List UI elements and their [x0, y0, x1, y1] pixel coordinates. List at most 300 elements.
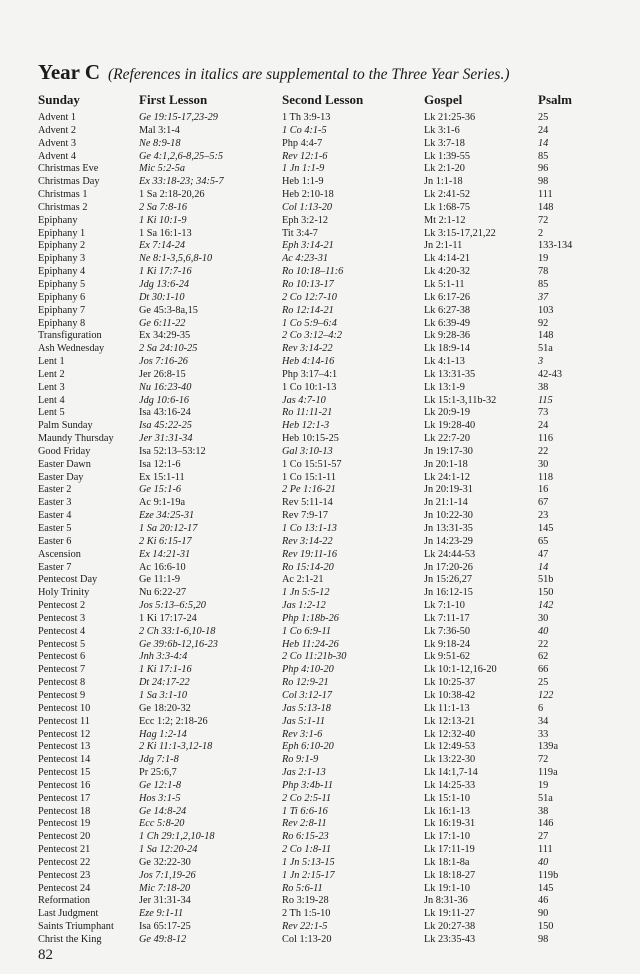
sunday-cell: Reformation	[38, 895, 91, 907]
table-row	[38, 305, 598, 318]
psalm-cell: 65	[538, 535, 549, 547]
first-lesson-cell: 2 Sa 7:8-16	[139, 201, 188, 213]
table-row	[38, 883, 598, 896]
first-lesson-cell: Ecc 1:2; 2:18-26	[139, 715, 208, 727]
sunday-cell: Pentecost 19	[38, 818, 91, 830]
first-lesson-cell: Ge 32:22-30	[139, 856, 191, 868]
sunday-cell: Pentecost 24	[38, 882, 91, 894]
psalm-cell: 22	[538, 445, 549, 457]
gospel-cell: Lk 9:51-62	[424, 651, 471, 663]
first-lesson-cell: 2 Ki 11:1-3,12-18	[139, 741, 213, 753]
first-lesson-cell: 1 Ki 10:1-9	[139, 214, 187, 226]
psalm-cell: 40	[538, 625, 549, 637]
first-lesson-cell: 2 Ki 6:15-17	[139, 535, 192, 547]
gospel-cell: Lk 16:19-31	[424, 818, 476, 830]
psalm-cell: 119b	[538, 869, 559, 881]
gospel-cell: Lk 16:1-13	[424, 805, 471, 817]
table-row	[38, 574, 598, 587]
second-lesson-cell: Eph 6:10-20	[282, 741, 334, 753]
sunday-cell: Pentecost Day	[38, 574, 98, 586]
second-lesson-cell: 2 Co 12:7-10	[282, 291, 337, 303]
second-lesson-cell: Heb 12:1-3	[282, 420, 330, 432]
first-lesson-cell: Ex 34:29-35	[139, 330, 191, 342]
table-row	[38, 510, 598, 523]
second-lesson-cell: 1 Co 15:1-11	[282, 471, 336, 483]
psalm-cell: 24	[538, 420, 549, 432]
sunday-cell: Christmas Day	[38, 176, 100, 188]
gospel-cell: Lk 10:1-12,16-20	[424, 664, 497, 676]
psalm-cell: 103	[538, 304, 554, 316]
second-lesson-cell: Rev 22:1-5	[282, 921, 328, 933]
gospel-cell: Lk 6:39-49	[424, 317, 471, 329]
first-lesson-cell: 1 Sa 3:1-10	[139, 689, 188, 701]
sunday-cell: Christmas 1	[38, 189, 88, 201]
second-lesson-cell: Heb 2:10-18	[282, 189, 334, 201]
sunday-cell: Last Judgment	[38, 908, 99, 920]
second-lesson-cell: 1 Co 10:1-13	[282, 381, 337, 393]
first-lesson-cell: Jos 5:13–6:5,20	[139, 600, 206, 612]
table-row	[38, 767, 598, 780]
gospel-cell: Lk 9:28-36	[424, 330, 471, 342]
column-header-second-lesson: Second Lesson	[282, 92, 364, 107]
table-row	[38, 318, 598, 331]
table-row	[38, 497, 598, 510]
second-lesson-cell: 1 Jn 1:1-9	[282, 163, 325, 175]
table-row	[38, 433, 598, 446]
sunday-cell: Pentecost 9	[38, 689, 86, 701]
psalm-cell: 118	[538, 471, 554, 483]
title-year: Year C	[38, 60, 101, 84]
sunday-cell: Easter 7	[38, 561, 72, 573]
sunday-cell: Epiphany 5	[38, 278, 86, 290]
lectionary-table	[38, 92, 598, 947]
psalm-cell: 19	[538, 253, 549, 265]
gospel-cell: Lk 1:68-75	[424, 201, 471, 213]
table-row	[38, 780, 598, 793]
second-lesson-cell: Ro 11:11-21	[282, 407, 333, 419]
gospel-cell: Lk 4:14-21	[424, 253, 471, 265]
sunday-cell: Lent 3	[38, 381, 65, 393]
second-lesson-cell: Rev 7:9-17	[282, 510, 329, 522]
table-row	[38, 472, 598, 485]
psalm-cell: 85	[538, 150, 549, 162]
psalm-cell: 145	[538, 882, 554, 894]
first-lesson-cell: Ge 11:1-9	[139, 574, 181, 586]
sunday-cell: Transfiguration	[38, 330, 102, 342]
column-header-gospel: Gospel	[424, 92, 463, 107]
second-lesson-cell: Ac 4:23-31	[282, 253, 329, 265]
sunday-cell: Epiphany 8	[38, 317, 86, 329]
gospel-cell: Lk 24:1-12	[424, 471, 471, 483]
first-lesson-cell: Ge 45:3-8a,15	[139, 304, 198, 316]
gospel-cell: Lk 13:31-35	[424, 368, 476, 380]
gospel-cell: Jn 20:1-18	[424, 458, 468, 470]
second-lesson-cell: Ro 3:19-28	[282, 895, 329, 907]
psalm-cell: 148	[538, 201, 554, 213]
gospel-cell: Jn 13:31-35	[424, 523, 473, 534]
gospel-cell: Lk 4:20-32	[424, 266, 471, 278]
second-lesson-cell: Col 1:13-20	[282, 201, 333, 213]
table-row	[38, 895, 598, 908]
gospel-cell: Lk 17:1-10	[424, 831, 471, 843]
sunday-cell: Easter Day	[38, 471, 84, 483]
sunday-cell: Good Friday	[38, 445, 91, 457]
first-lesson-cell: Jer 26:8-15	[139, 368, 186, 380]
first-lesson-cell: Jnh 3:3-4:4	[139, 651, 188, 663]
gospel-cell: Lk 17:11-19	[424, 844, 475, 856]
first-lesson-cell: Ge 6:11-22	[139, 317, 186, 329]
gospel-cell: Lk 22:7-20	[424, 433, 471, 445]
second-lesson-cell: Rev 3:14-22	[282, 343, 333, 355]
psalm-cell: 85	[538, 278, 549, 290]
table-row	[38, 741, 598, 754]
table-row	[38, 407, 598, 420]
gospel-cell: Lk 7:11-17	[424, 612, 470, 624]
second-lesson-cell: Eph 3:2-12	[282, 214, 329, 226]
psalm-cell: 139a	[538, 741, 559, 753]
psalm-cell: 51a	[538, 792, 553, 804]
sunday-cell: Easter 3	[38, 497, 72, 509]
sunday-cell: Advent 4	[38, 150, 77, 162]
second-lesson-cell: 1 Co 15:51-57	[282, 458, 342, 470]
second-lesson-cell: Jas 1:2-12	[282, 600, 326, 612]
gospel-cell: Lk 12:13-21	[424, 715, 476, 727]
first-lesson-cell: 1 Ki 17:1-16	[139, 664, 192, 676]
first-lesson-cell: 1 Sa 2:18-20,26	[139, 189, 205, 201]
psalm-cell: 62	[538, 651, 549, 663]
psalm-cell: 78	[538, 266, 549, 278]
gospel-cell: Jn 21:1-14	[424, 497, 468, 509]
psalm-cell: 51b	[538, 574, 554, 586]
table-row	[38, 921, 598, 934]
psalm-cell: 46	[538, 895, 549, 907]
column-header-psalm: Psalm	[538, 92, 572, 107]
gospel-cell: Mt 2:1-12	[424, 214, 466, 226]
psalm-cell: 98	[538, 934, 549, 945]
psalm-cell: 30	[538, 612, 549, 624]
gospel-cell: Lk 14:1,7-14	[424, 767, 478, 779]
first-lesson-cell: Jer 31:31-34	[139, 895, 191, 907]
first-lesson-cell: Ge 4:1,2,6-8,25–5:5	[139, 150, 224, 162]
first-lesson-cell: Mic 7:18-20	[139, 882, 191, 894]
first-lesson-cell: Isa 65:17-25	[139, 921, 191, 933]
gospel-cell: Lk 21:25-36	[424, 112, 476, 123]
first-lesson-cell: 2 Ch 33:1-6,10-18	[139, 625, 216, 637]
first-lesson-cell: Ex 14:21-31	[139, 548, 191, 560]
gospel-cell: Lk 19:28-40	[424, 420, 476, 432]
psalm-cell: 37	[538, 291, 549, 303]
second-lesson-cell: 1 Co 4:1-5	[282, 124, 327, 136]
gospel-cell: Jn 8:31-36	[424, 895, 468, 907]
first-lesson-cell: Mal 3:1-4	[139, 124, 180, 136]
sunday-cell: Christ the King	[38, 934, 102, 945]
second-lesson-cell: Php 3:4b-11	[282, 779, 333, 791]
first-lesson-cell: Ge 19:15-17,23-29	[139, 112, 218, 123]
second-lesson-cell: Ro 12:9-21	[282, 677, 329, 689]
table-row	[38, 613, 598, 626]
table-body	[38, 112, 598, 947]
gospel-cell: Lk 3:7-18	[424, 137, 465, 149]
first-lesson-cell: Jos 7:16-26	[139, 356, 188, 368]
sunday-cell: Pentecost 18	[38, 805, 91, 817]
second-lesson-cell: Rev 19:11-16	[282, 548, 337, 560]
first-lesson-cell: Eze 34:25-31	[139, 510, 195, 522]
second-lesson-cell: 2 Co 1:8-11	[282, 844, 332, 856]
psalm-cell: 66	[538, 664, 549, 676]
gospel-cell: Lk 3:1-6	[424, 124, 460, 136]
gospel-cell: Jn 10:22-30	[424, 510, 473, 522]
psalm-cell: 142	[538, 600, 554, 612]
psalm-cell: 16	[538, 484, 549, 496]
psalm-cell: 148	[538, 330, 554, 342]
gospel-cell: Lk 7:1-10	[424, 600, 465, 612]
first-lesson-cell: 1 Sa 16:1-13	[139, 227, 192, 239]
second-lesson-cell: 1 Co 5:9–6:4	[282, 317, 337, 329]
gospel-cell: Lk 2:41-52	[424, 189, 471, 201]
second-lesson-cell: 2 Co 3:12–4:2	[282, 330, 343, 342]
psalm-cell: 30	[538, 458, 549, 470]
first-lesson-cell: Isa 52:13–53:12	[139, 445, 206, 457]
first-lesson-cell: Ac 9:1-19a	[139, 497, 186, 509]
gospel-cell: Lk 5:1-11	[424, 278, 465, 290]
sunday-cell: Lent 4	[38, 394, 65, 406]
first-lesson-cell: Jer 31:31-34	[139, 433, 193, 445]
first-lesson-cell: 1 Ch 29:1,2,10-18	[139, 831, 215, 843]
psalm-cell: 14	[538, 561, 549, 573]
first-lesson-cell: Jos 7:1,19-26	[139, 869, 196, 881]
second-lesson-cell: 1 Jn 2:15-17	[282, 869, 335, 881]
psalm-cell: 98	[538, 176, 549, 188]
second-lesson-cell: 2 Th 1:5-10	[282, 908, 331, 920]
gospel-cell: Jn 2:1-11	[424, 240, 463, 252]
psalm-cell: 96	[538, 163, 549, 175]
sunday-cell: Easter Dawn	[38, 458, 91, 470]
second-lesson-cell: Ro 15:14-20	[282, 561, 334, 573]
column-header-sunday: Sunday	[38, 92, 80, 107]
table-row	[38, 138, 598, 151]
gospel-cell: Lk 13:22-30	[424, 754, 476, 766]
sunday-cell: Pentecost 15	[38, 767, 91, 779]
first-lesson-cell: Dt 30:1-10	[139, 291, 185, 303]
table-row	[38, 228, 598, 241]
second-lesson-cell: Ro 10:18–11:6	[282, 266, 344, 278]
psalm-cell: 25	[538, 677, 549, 689]
psalm-cell: 47	[538, 548, 549, 560]
gospel-cell: Jn 1:1-18	[424, 176, 463, 188]
sunday-cell: Pentecost 17	[38, 792, 91, 804]
gospel-cell: Lk 6:27-38	[424, 304, 471, 316]
table-row	[38, 420, 598, 433]
gospel-cell: Lk 2:1-20	[424, 163, 465, 175]
gospel-cell: Lk 14:25-33	[424, 779, 476, 791]
psalm-cell: 14	[538, 137, 549, 149]
sunday-cell: Pentecost 3	[38, 612, 86, 624]
second-lesson-cell: Col 1:13-20	[282, 934, 332, 945]
gospel-cell: Jn 15:26,27	[424, 574, 473, 586]
gospel-cell: Lk 18:9-14	[424, 343, 471, 355]
page-title	[38, 60, 510, 85]
second-lesson-cell: Rev 3:1-6	[282, 728, 323, 740]
table-row	[38, 690, 598, 703]
table-row	[38, 831, 598, 844]
sunday-cell: Pentecost 11	[38, 715, 90, 727]
table-row	[38, 202, 598, 215]
psalm-cell: 133-134	[538, 240, 573, 252]
table-row	[38, 279, 598, 292]
table-row	[38, 459, 598, 472]
psalm-cell: 72	[538, 754, 549, 766]
second-lesson-cell: 2 Pe 1:16-21	[282, 484, 336, 496]
second-lesson-cell: Rev 2:8-11	[282, 818, 327, 830]
second-lesson-cell: Php 4:10-20	[282, 664, 334, 676]
psalm-cell: 33	[538, 728, 549, 740]
first-lesson-cell: Ecc 5:8-20	[139, 818, 185, 830]
sunday-cell: Palm Sunday	[38, 420, 93, 432]
table-row	[38, 793, 598, 806]
first-lesson-cell: Ge 39:6b-12,16-23	[139, 638, 218, 650]
gospel-cell: Lk 15:1-10	[424, 792, 471, 804]
first-lesson-cell: Nu 6:22-27	[139, 587, 187, 599]
gospel-cell: Lk 9:18-24	[424, 638, 471, 650]
second-lesson-cell: Tit 3:4-7	[282, 227, 318, 239]
first-lesson-cell: Jdg 7:1-8	[139, 754, 179, 766]
sunday-cell: Easter 6	[38, 535, 72, 547]
sunday-cell: Holy Trinity	[38, 587, 90, 599]
second-lesson-cell: 1 Jn 5:13-15	[282, 856, 335, 868]
sunday-cell: Easter 5	[38, 523, 72, 534]
second-lesson-cell: Jas 5:1-11	[282, 715, 325, 727]
table-row	[38, 626, 598, 639]
first-lesson-cell: Ne 8:1-3,5,6,8-10	[139, 253, 213, 265]
sunday-cell: Epiphany 7	[38, 304, 86, 316]
table-row	[38, 266, 598, 279]
gospel-cell: Jn 17:20-26	[424, 561, 473, 573]
first-lesson-cell: Isa 12:1-6	[139, 458, 181, 470]
first-lesson-cell: 2 Sa 24:10-25	[139, 343, 198, 355]
psalm-cell: 38	[538, 805, 549, 817]
psalm-cell: 72	[538, 214, 549, 226]
second-lesson-cell: 1 Th 3:9-13	[282, 112, 331, 123]
table-row	[38, 729, 598, 742]
gospel-cell: Lk 10:25-37	[424, 677, 476, 689]
sunday-cell: Easter 2	[38, 484, 72, 496]
psalm-cell: 111	[538, 844, 553, 856]
sunday-cell: Pentecost 13	[38, 741, 91, 753]
table-row	[38, 703, 598, 716]
table-row	[38, 330, 598, 343]
gospel-cell: Lk 18:18-27	[424, 869, 476, 881]
table-row	[38, 356, 598, 369]
psalm-cell: 51a	[538, 343, 553, 355]
table-row	[38, 651, 598, 664]
psalm-cell: 19	[538, 779, 549, 791]
column-header-first-lesson: First Lesson	[139, 92, 208, 107]
sunday-cell: Pentecost 16	[38, 779, 91, 791]
psalm-cell: 90	[538, 908, 549, 920]
table-row	[38, 639, 598, 652]
first-lesson-cell: Ge 15:1-6	[139, 484, 182, 496]
second-lesson-cell: 1 Co 6:9-11	[282, 625, 332, 637]
table-row	[38, 754, 598, 767]
first-lesson-cell: Mic 5:2-5a	[139, 163, 186, 175]
first-lesson-cell: Jdg 10:6-16	[139, 394, 190, 406]
table-row	[38, 253, 598, 266]
table-row	[38, 716, 598, 729]
gospel-cell: Lk 12:32-40	[424, 728, 476, 740]
second-lesson-cell: Jas 2:1-13	[282, 767, 326, 779]
psalm-cell: 3	[538, 356, 544, 368]
sunday-cell: Epiphany 4	[38, 266, 86, 278]
second-lesson-cell: 1 Jn 5:5-12	[282, 587, 330, 599]
page-number: 82	[38, 947, 53, 963]
first-lesson-cell: Ac 16:6-10	[139, 561, 186, 573]
psalm-cell: 34	[538, 715, 549, 727]
sunday-cell: Epiphany 2	[38, 240, 86, 252]
second-lesson-cell: 1 Ti 6:6-16	[282, 805, 328, 817]
first-lesson-cell: Ne 8:9-18	[139, 137, 181, 149]
first-lesson-cell: Isa 43:16-24	[139, 407, 191, 419]
gospel-cell: Lk 24:44-53	[424, 548, 476, 560]
psalm-cell: 116	[538, 433, 554, 445]
first-lesson-cell: Pr 25:6,7	[139, 767, 177, 779]
table-row	[38, 587, 598, 600]
sunday-cell: Pentecost 4	[38, 625, 86, 637]
second-lesson-cell: Heb 10:15-25	[282, 433, 339, 445]
second-lesson-cell: Ro 9:1-9	[282, 754, 319, 766]
second-lesson-cell: Gal 3:10-13	[282, 445, 333, 457]
first-lesson-cell: Ex 15:1-11	[139, 471, 185, 483]
table-row	[38, 215, 598, 228]
table-row	[38, 934, 598, 947]
gospel-cell: Lk 1:39-55	[424, 150, 471, 162]
psalm-cell: 27	[538, 831, 549, 843]
gospel-cell: Lk 6:17-26	[424, 291, 471, 303]
table-row	[38, 240, 598, 253]
first-lesson-cell: Isa 45:22-25	[139, 420, 192, 432]
psalm-cell: 22	[538, 638, 549, 650]
second-lesson-cell: Php 1:18b-26	[282, 612, 339, 624]
table-row	[38, 446, 598, 459]
first-lesson-cell: 1 Ki 17:7-16	[139, 266, 192, 278]
second-lesson-cell: Ro 12:14-21	[282, 304, 334, 316]
gospel-cell: Lk 19:11-27	[424, 908, 475, 920]
psalm-cell: 92	[538, 317, 549, 329]
gospel-cell: Jn 20:19-31	[424, 484, 473, 496]
sunday-cell: Saints Triumphant	[38, 921, 114, 933]
psalm-cell: 38	[538, 381, 549, 393]
table-row	[38, 395, 598, 408]
table-row	[38, 484, 598, 497]
second-lesson-cell: Rev 12:1-6	[282, 150, 328, 162]
first-lesson-cell: Eze 9:1-11	[139, 908, 184, 920]
sunday-cell: Pentecost 12	[38, 728, 91, 740]
psalm-cell: 2	[538, 227, 544, 239]
title-note: (References in italics are supplemental to the Three Year Series.)	[108, 66, 510, 83]
gospel-cell: Lk 12:49-53	[424, 741, 476, 753]
psalm-cell: 122	[538, 689, 554, 701]
table-row	[38, 818, 598, 831]
first-lesson-cell: Jdg 13:6-24	[139, 278, 190, 290]
gospel-cell: Lk 10:38-42	[424, 689, 476, 701]
sunday-cell: Pentecost 2	[38, 600, 86, 612]
sunday-cell: Advent 3	[38, 137, 77, 149]
sunday-cell: Lent 5	[38, 407, 65, 419]
psalm-cell: 73	[538, 407, 549, 419]
psalm-cell: 42-43	[538, 368, 563, 380]
sunday-cell: Pentecost 5	[38, 638, 86, 650]
gospel-cell: Lk 20:27-38	[424, 921, 476, 933]
psalm-cell: 111	[538, 189, 553, 201]
